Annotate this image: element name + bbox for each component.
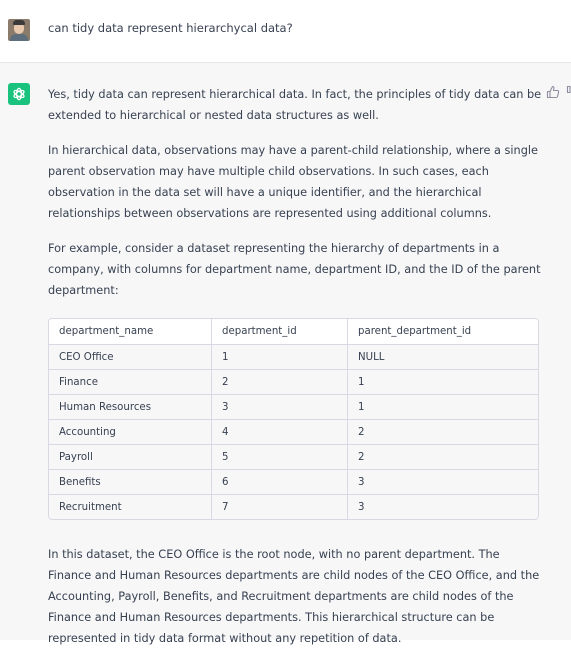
answer-paragraph: Yes, tidy data can represent hierarchical data. In fact, the principles of tidy data can be extended to hierarchical or nested data structures as well.	[48, 88, 542, 122]
column-header-parent-department-id: parent_department_id	[348, 319, 539, 345]
table-cell: 2	[348, 445, 539, 470]
table-cell: 3	[348, 470, 539, 495]
table-cell: 2	[348, 420, 539, 445]
column-header-department-name: department_name	[49, 319, 212, 345]
assistant-message-content	[48, 84, 543, 663]
table-row	[49, 420, 538, 445]
table-cell: 1	[212, 345, 348, 370]
user-message-row	[0, 0, 571, 63]
table-cell: 6	[212, 470, 348, 495]
table-cell: 3	[348, 495, 539, 520]
table-cell: Recruitment	[49, 495, 212, 520]
table-row	[49, 495, 538, 520]
table-row	[49, 470, 538, 495]
table-header-row	[49, 319, 538, 345]
table-cell: 1	[348, 395, 539, 420]
table-cell: Finance	[49, 370, 212, 395]
answer-paragraph: For example, consider a dataset representing the hierarchy of departments in a company, with columns for department name, department ID, and the ID of the parent department:	[48, 242, 541, 297]
table-cell: 5	[212, 445, 348, 470]
thumbs-down-icon[interactable]	[566, 84, 571, 98]
table-cell: 1	[348, 370, 539, 395]
thumbs-up-icon[interactable]	[546, 84, 560, 98]
column-header-department-id: department_id	[212, 319, 348, 345]
table-row	[49, 370, 538, 395]
table-cell: Human Resources	[49, 395, 212, 420]
table-cell: Payroll	[49, 445, 212, 470]
assistant-message-row	[0, 63, 571, 645]
table-cell: 7	[212, 495, 348, 520]
user-avatar	[8, 19, 30, 41]
answer-paragraph: In hierarchical data, observations may have a parent-child relationship, where a single parent observation may have multiple child observations. In such cases, each observation in the data set will have a unique identifier, and the hierarchical relationships between observations are represented using additional columns.	[48, 144, 538, 220]
table-cell: 2	[212, 370, 348, 395]
answer-paragraph: In this dataset, the CEO Office is the root node, with no parent department. The Finance and Human Resources departments are child nodes of the CEO Office, and the Accounting, Payroll, Benefits, and Recruitment departments are child nodes of the Finance and Human Resources departments. This hierarchical structure can be represented in tidy data format without any repetition of data.	[48, 548, 540, 645]
table-cell: CEO Office	[59, 351, 114, 363]
table-cell: Accounting	[49, 420, 212, 445]
table-cell: NULL	[348, 345, 539, 370]
table-cell: 4	[212, 420, 348, 445]
table-cell: 3	[212, 395, 348, 420]
table-cell: Benefits	[49, 470, 212, 495]
user-message-text: can tidy data represent hierarchycal data?	[48, 21, 293, 35]
department-table	[48, 318, 539, 520]
table-row	[49, 445, 538, 470]
openai-logo-icon	[8, 83, 30, 105]
table-row	[49, 395, 538, 420]
table-row	[49, 345, 538, 370]
